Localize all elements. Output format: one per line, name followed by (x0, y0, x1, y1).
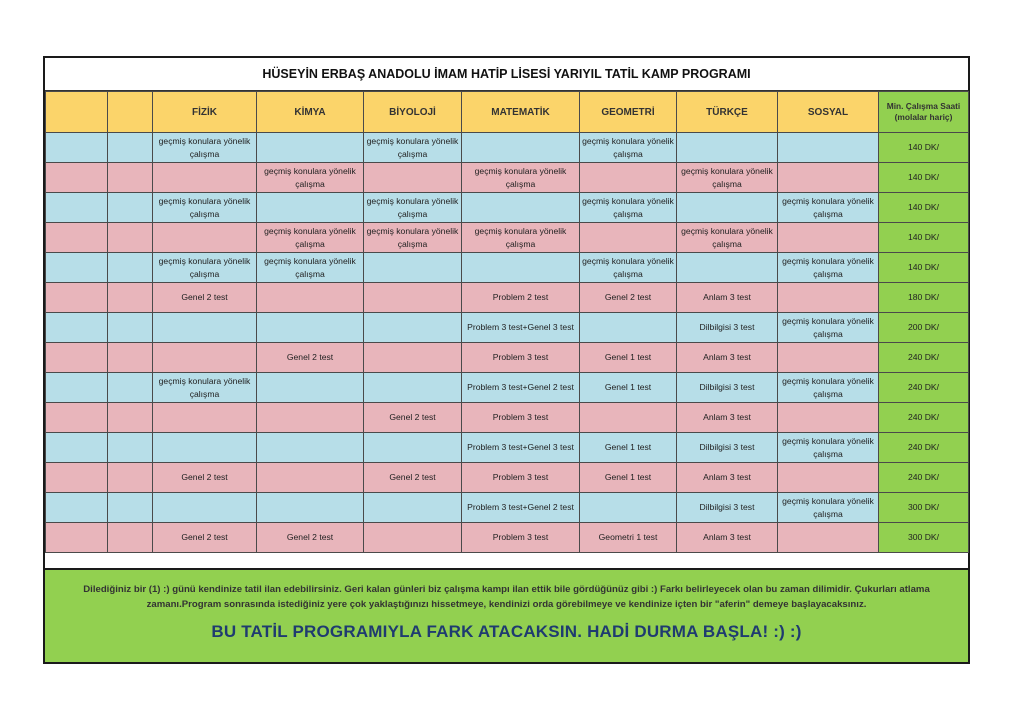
table-cell (46, 343, 108, 373)
schedule-table (45, 91, 969, 553)
table-cell (108, 343, 153, 373)
table-cell: Anlam 3 test (677, 343, 778, 373)
table-row (46, 463, 969, 493)
column-header: MATEMATİK (462, 92, 580, 133)
table-cell: geçmiş konulara yönelik çalışma (364, 223, 462, 253)
table-cell: geçmiş konulara yönelik çalışma (778, 253, 879, 283)
table-cell (257, 493, 364, 523)
table-cell (46, 493, 108, 523)
table-cell (778, 223, 879, 253)
table-cell (46, 193, 108, 223)
table-row (46, 133, 969, 163)
min-time-cell: 240 DK/ (879, 463, 969, 493)
table-cell: Anlam 3 test (677, 403, 778, 433)
table-cell: Dilbilgisi 3 test (677, 373, 778, 403)
table-cell (108, 163, 153, 193)
table-cell: Anlam 3 test (677, 523, 778, 553)
table-cell: geçmiş konulara yönelik çalışma (580, 253, 677, 283)
table-cell: geçmiş konulara yönelik çalışma (364, 133, 462, 163)
table-cell: Problem 3 test (462, 343, 580, 373)
table-cell (778, 343, 879, 373)
table-cell (778, 133, 879, 163)
table-cell (257, 463, 364, 493)
table-body (46, 133, 969, 553)
table-cell: Dilbilgisi 3 test (677, 313, 778, 343)
column-header: SOSYAL (778, 92, 879, 133)
footer-box (45, 568, 968, 662)
table-cell: Genel 2 test (364, 403, 462, 433)
table-row (46, 343, 969, 373)
table-cell: Genel 1 test (580, 373, 677, 403)
table-cell (580, 403, 677, 433)
table-cell: Problem 2 test (462, 283, 580, 313)
table-cell (108, 223, 153, 253)
table-cell (257, 193, 364, 223)
table-cell: Anlam 3 test (677, 283, 778, 313)
table-cell: Anlam 3 test (677, 463, 778, 493)
table-row (46, 253, 969, 283)
column-header: KİMYA (257, 92, 364, 133)
table-cell (257, 433, 364, 463)
table-cell (153, 493, 257, 523)
table-cell (462, 253, 580, 283)
table-cell: geçmiş konulara yönelik çalışma (462, 163, 580, 193)
table-cell: Dilbilgisi 3 test (677, 493, 778, 523)
table-cell (108, 283, 153, 313)
table-cell (153, 403, 257, 433)
table-cell (46, 373, 108, 403)
table-cell (257, 283, 364, 313)
table-cell (580, 313, 677, 343)
table-row (46, 493, 969, 523)
column-header: BİYOLOJİ (364, 92, 462, 133)
min-time-cell: 300 DK/ (879, 523, 969, 553)
footer-slogan: BU TATİL PROGRAMIYLA FARK ATACAKSIN. HADİ DURMA BAŞLA! :) :) (211, 622, 802, 641)
table-cell: Problem 3 test (462, 523, 580, 553)
table-cell: Genel 2 test (257, 343, 364, 373)
table-cell (108, 313, 153, 343)
table-cell (108, 433, 153, 463)
table-row (46, 373, 969, 403)
table-row (46, 523, 969, 553)
table-cell (257, 373, 364, 403)
column-header (108, 92, 153, 133)
table-cell (46, 133, 108, 163)
table-cell (108, 523, 153, 553)
table-cell: Problem 3 test (462, 403, 580, 433)
table-cell: geçmiş konulara yönelik çalışma (153, 373, 257, 403)
table-cell: Problem 3 test+Genel 3 test (462, 433, 580, 463)
table-cell (462, 133, 580, 163)
table-cell (257, 403, 364, 433)
table-cell: Problem 3 test (462, 463, 580, 493)
table-cell (778, 283, 879, 313)
min-time-cell: 140 DK/ (879, 193, 969, 223)
table-cell: geçmiş konulara yönelik çalışma (153, 253, 257, 283)
column-header: FİZİK (153, 92, 257, 133)
table-cell (778, 403, 879, 433)
table-cell: Problem 3 test+Genel 2 test (462, 373, 580, 403)
table-cell: geçmiş konulara yönelik çalışma (257, 253, 364, 283)
table-cell: geçmiş konulara yönelik çalışma (677, 163, 778, 193)
min-time-cell: 140 DK/ (879, 163, 969, 193)
min-time-cell: 240 DK/ (879, 343, 969, 373)
table-cell: geçmiş konulara yönelik çalışma (677, 223, 778, 253)
table-cell: Genel 2 test (153, 523, 257, 553)
table-row (46, 283, 969, 313)
table-cell (778, 523, 879, 553)
table-cell: Genel 2 test (580, 283, 677, 313)
table-cell: geçmiş konulara yönelik çalışma (364, 193, 462, 223)
min-time-cell: 240 DK/ (879, 403, 969, 433)
table-cell: geçmiş konulara yönelik çalışma (462, 223, 580, 253)
table-cell (108, 133, 153, 163)
table-cell (46, 433, 108, 463)
table-cell: geçmiş konulara yönelik çalışma (778, 493, 879, 523)
table-row (46, 193, 969, 223)
table-row (46, 433, 969, 463)
footer-message: Dilediğiniz bir (1) :) günü kendinize tatil ilan edebilirsiniz. Geri kalan günleri biz çalışma kampı ilan ettik bile gördüğünüz gibi :) Farkı belirleyecek olan bu zaman dilimidir. Çukurları atlama zamanı.Program sonrasında istediğiniz yere çok yaklaştığınızı hissetmeye, kendinizi orda görebilmeye ve kendinize içten bir "aferin" demeye başlayacaksınız. (83, 584, 930, 610)
table-cell: geçmiş konulara yönelik çalışma (580, 133, 677, 163)
table-cell: geçmiş konulara yönelik çalışma (580, 193, 677, 223)
table-cell (364, 163, 462, 193)
table-cell (364, 493, 462, 523)
header-row (46, 92, 969, 133)
min-time-cell: 200 DK/ (879, 313, 969, 343)
table-cell (46, 523, 108, 553)
table-cell (153, 163, 257, 193)
table-cell: geçmiş konulara yönelik çalışma (153, 133, 257, 163)
table-cell (153, 313, 257, 343)
table-cell: Genel 1 test (580, 463, 677, 493)
table-cell (46, 313, 108, 343)
table-cell: Genel 2 test (153, 463, 257, 493)
table-cell (153, 343, 257, 373)
table-cell (257, 133, 364, 163)
table-cell (364, 343, 462, 373)
table-cell: Genel 1 test (580, 433, 677, 463)
table-cell (364, 523, 462, 553)
table-cell: Genel 2 test (364, 463, 462, 493)
table-cell (364, 253, 462, 283)
table-cell: geçmiş konulara yönelik çalışma (153, 193, 257, 223)
table-cell (677, 193, 778, 223)
min-time-cell: 140 DK/ (879, 223, 969, 253)
min-time-cell: 140 DK/ (879, 133, 969, 163)
table-cell (46, 223, 108, 253)
table-cell: Genel 2 test (153, 283, 257, 313)
table-cell (677, 133, 778, 163)
table-cell: geçmiş konulara yönelik çalışma (778, 193, 879, 223)
table-row (46, 313, 969, 343)
table-cell (108, 373, 153, 403)
table-cell (108, 193, 153, 223)
table-cell: Genel 2 test (257, 523, 364, 553)
table-cell: geçmiş konulara yönelik çalışma (257, 163, 364, 193)
table-cell: geçmiş konulara yönelik çalışma (778, 373, 879, 403)
table-cell (580, 163, 677, 193)
table-cell (677, 253, 778, 283)
table-cell (364, 283, 462, 313)
min-time-cell: 140 DK/ (879, 253, 969, 283)
table-cell: Geometri 1 test (580, 523, 677, 553)
column-header (46, 92, 108, 133)
table-cell (778, 163, 879, 193)
table-cell (108, 403, 153, 433)
table-cell: geçmiş konulara yönelik çalışma (778, 433, 879, 463)
table-cell (46, 283, 108, 313)
table-cell (46, 403, 108, 433)
table-cell (108, 463, 153, 493)
table-cell (778, 463, 879, 493)
table-cell: Genel 1 test (580, 343, 677, 373)
table-cell (153, 433, 257, 463)
table-cell (580, 223, 677, 253)
table-cell: geçmiş konulara yönelik çalışma (778, 313, 879, 343)
min-time-cell: 180 DK/ (879, 283, 969, 313)
table-cell (46, 463, 108, 493)
table-cell (462, 193, 580, 223)
table-row (46, 403, 969, 433)
table-cell (364, 313, 462, 343)
table-row (46, 223, 969, 253)
table-cell (46, 163, 108, 193)
min-time-cell: 240 DK/ (879, 433, 969, 463)
table-cell: geçmiş konulara yönelik çalışma (257, 223, 364, 253)
table-cell: Problem 3 test+Genel 2 test (462, 493, 580, 523)
column-header: TÜRKÇE (677, 92, 778, 133)
min-time-cell: 300 DK/ (879, 493, 969, 523)
column-header: GEOMETRİ (580, 92, 677, 133)
table-cell (257, 313, 364, 343)
table-cell (580, 493, 677, 523)
table-cell (364, 433, 462, 463)
table-cell (46, 253, 108, 283)
table-cell (108, 253, 153, 283)
page-title: HÜSEYİN ERBAŞ ANADOLU İMAM HATİP LİSESİ YARIYIL TATİL KAMP PROGRAMI (45, 58, 968, 91)
table-cell: Dilbilgisi 3 test (677, 433, 778, 463)
table-row (46, 163, 969, 193)
table-cell (153, 223, 257, 253)
min-time-cell: 240 DK/ (879, 373, 969, 403)
table-cell (364, 373, 462, 403)
schedule-sheet (43, 56, 970, 664)
table-cell: Problem 3 test+Genel 3 test (462, 313, 580, 343)
column-header: Min. Çalışma Saati (molalar hariç) (879, 92, 969, 133)
table-cell (108, 493, 153, 523)
